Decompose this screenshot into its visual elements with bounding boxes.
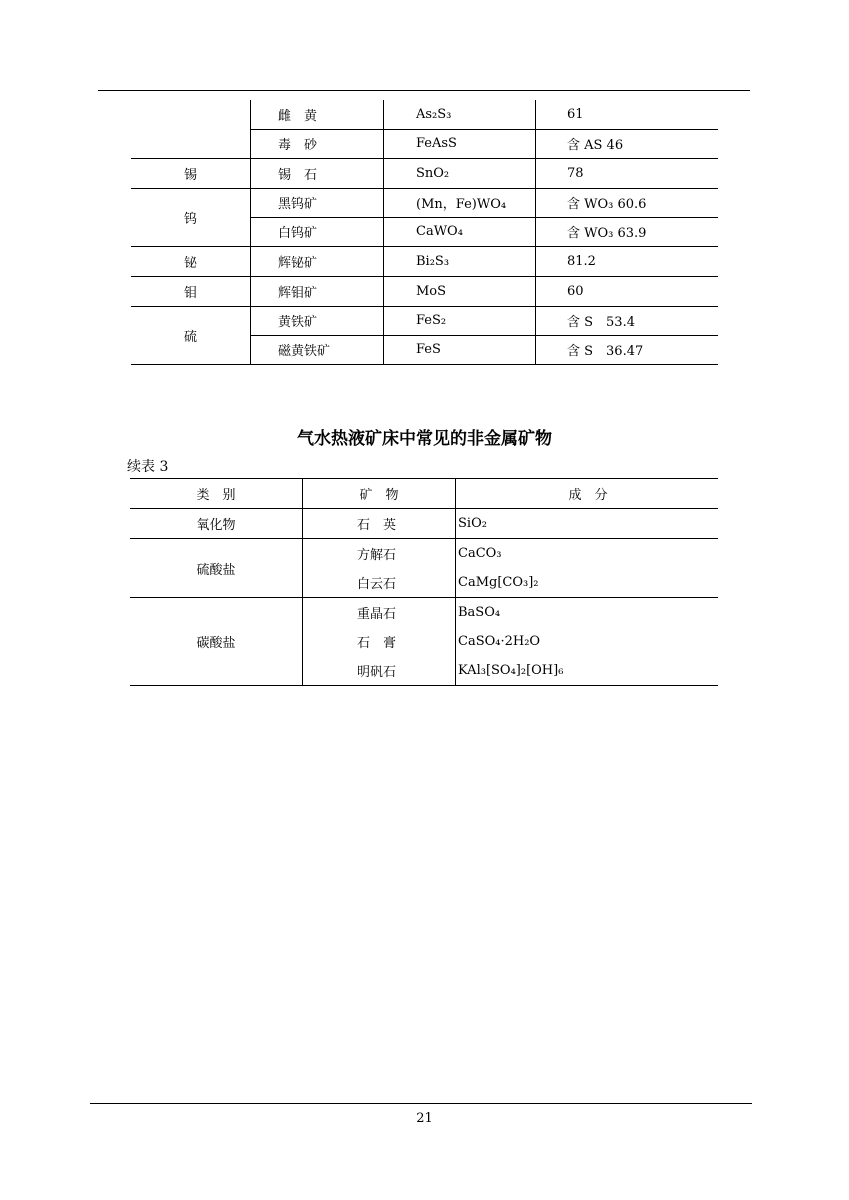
mineral-cell: 雌 黄 — [251, 100, 384, 129]
group-cell: 锡 — [131, 158, 251, 188]
mineral-cell: 磁黄铁矿 — [251, 335, 384, 364]
table-caption: 续表 3 — [127, 459, 169, 475]
composition-cell: SiO₂ — [456, 509, 719, 539]
content-cell: 含 S 53.4 — [536, 306, 719, 335]
formula-cell: Bi₂S₃ — [384, 246, 536, 276]
group-cell: 铋 — [131, 246, 251, 276]
mineral-cell: 白钨矿 — [251, 217, 384, 246]
group-cell — [131, 100, 251, 158]
section-title: 气水热液矿床中常见的非金属矿物 — [297, 429, 552, 449]
table-row — [131, 100, 718, 129]
mineral-cell: 石 英 — [303, 509, 456, 539]
header-composition: 成 分 — [456, 479, 719, 509]
table-header-row — [130, 479, 718, 509]
formula-cell: (Mn，Fe)WO₄ — [384, 188, 536, 217]
group-cell: 钼 — [131, 276, 251, 306]
content-cell: 78 — [536, 158, 719, 188]
category-cell: 氧化物 — [130, 509, 303, 539]
header-mineral: 矿 物 — [303, 479, 456, 509]
group-cell: 硫 — [131, 306, 251, 364]
content-cell: 含 WO₃ 60.6 — [536, 188, 719, 217]
footer-rule — [90, 1103, 752, 1104]
table-row — [131, 188, 718, 217]
mineral-cell: 黄铁矿 — [251, 306, 384, 335]
group-cell: 钨 — [131, 188, 251, 246]
mineral-cell: 锡 石 — [251, 158, 384, 188]
content-cell: 含 S 36.47 — [536, 335, 719, 364]
metal-minerals-table — [131, 100, 718, 365]
mineral-cell: 辉钼矿 — [251, 276, 384, 306]
composition-cell: CaSO₄·2H₂O — [458, 634, 541, 649]
content-cell: 81.2 — [536, 246, 719, 276]
mineral-cell: 石 膏 — [303, 627, 456, 656]
category-cell: 硫酸盐 — [130, 539, 303, 598]
formula-cell: FeAsS — [384, 129, 536, 158]
mineral-cell: 辉铋矿 — [251, 246, 384, 276]
formula-cell: As₂S₃ — [384, 100, 536, 129]
composition-cell: KAl₃[SO₄]₂[OH]₆ — [456, 656, 719, 686]
content-cell: 含 WO₃ 63.9 — [536, 217, 719, 246]
mineral-cell: 方解石 — [303, 539, 456, 569]
page-number: 21 — [416, 1111, 433, 1126]
header-rule — [98, 90, 750, 91]
formula-cell: FeS₂ — [384, 306, 536, 335]
mineral-cell: 黑钨矿 — [251, 188, 384, 217]
mineral-cell: 明矾石 — [303, 656, 456, 686]
formula-cell: MoS — [384, 276, 536, 306]
table-row — [131, 158, 718, 188]
table-row — [131, 276, 718, 306]
composition-cell: CaCO₃ — [458, 546, 502, 561]
table-row — [131, 306, 718, 335]
composition-cell: CaMg[CO₃]₂ — [456, 568, 719, 598]
mineral-cell: 白云石 — [303, 568, 456, 598]
composition-cell: BaSO₄ — [458, 605, 501, 620]
formula-cell: CaWO₄ — [384, 217, 536, 246]
mineral-cell: 毒 砂 — [251, 129, 384, 158]
nonmetal-minerals-table — [130, 478, 718, 686]
table-row — [131, 246, 718, 276]
category-cell: 碳酸盐 — [130, 598, 303, 686]
header-category: 类 别 — [130, 479, 303, 509]
content-cell: 61 — [536, 100, 719, 129]
formula-cell: FeS — [384, 335, 536, 364]
table-row — [130, 598, 718, 628]
formula-cell: SnO₂ — [384, 158, 536, 188]
table-row — [130, 509, 718, 539]
content-cell: 60 — [536, 276, 719, 306]
mineral-cell: 重晶石 — [303, 598, 456, 628]
content-cell: 含 AS 46 — [536, 129, 719, 158]
table-row — [130, 539, 718, 569]
